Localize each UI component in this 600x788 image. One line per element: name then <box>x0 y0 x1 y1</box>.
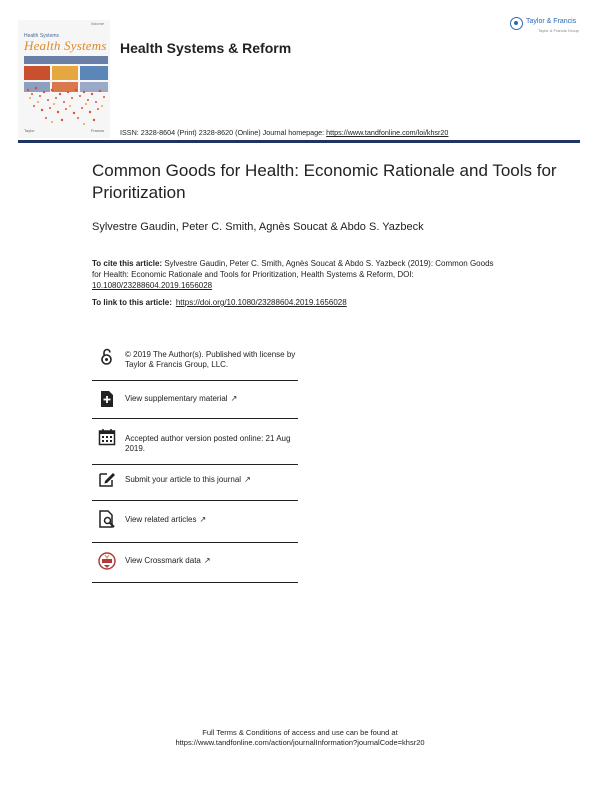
citation-doi-link[interactable]: 10.1080/23288604.2019.1656028 <box>92 281 213 290</box>
article-link-label: To link to this article: <box>92 298 172 307</box>
footer-terms-line1: Full Terms & Conditions of access and use can be found at <box>202 728 398 737</box>
article-doi-link[interactable]: https://doi.org/10.1080/23288604.2019.1656028 <box>175 298 347 307</box>
cover-footer-left: Taylor <box>24 128 35 133</box>
option-crossmark-text <box>125 556 297 566</box>
option-divider <box>92 380 298 381</box>
cover-volume: Volume <box>90 21 104 26</box>
external-link-icon: ↗ <box>203 556 211 565</box>
crossmark-icon <box>98 552 116 570</box>
publisher-logo[interactable] <box>510 17 579 35</box>
journal-title[interactable]: Health Systems & Reform <box>120 40 292 56</box>
option-crossmark-label: View Crossmark data <box>125 556 201 565</box>
option-submit-article-text <box>125 475 297 485</box>
article-authors: Sylvestre Gaudin, Peter C. Smith, Agnès Soucat & Abdo S. Yazbeck <box>92 221 424 233</box>
option-divider <box>92 418 298 419</box>
option-open-access-text: © 2019 The Author(s). Published with license by Taylor & Francis Group, LLC. <box>125 350 296 369</box>
option-divider <box>92 464 298 465</box>
footer-terms <box>0 728 600 748</box>
option-divider <box>92 500 298 501</box>
citation <box>92 258 502 291</box>
article-title: Common Goods for Health: Economic Rationale and Tools for Prioritization <box>92 161 557 202</box>
publisher-name: Taylor & Francis <box>526 18 577 25</box>
cover-world-map-dots <box>22 82 110 132</box>
option-related-articles-label: View related articles <box>125 515 197 524</box>
publisher-sub: Taylor & Francis Group <box>538 28 579 33</box>
related-articles-icon <box>98 510 116 528</box>
issn-text: ISSN: 2328-8604 (Print) 2328-8620 (Online) Journal homepage: <box>120 128 327 137</box>
external-link-icon: ↗ <box>230 394 238 403</box>
option-supplementary-label: View supplementary material <box>125 394 228 403</box>
cover-footer-right: Francis <box>90 128 104 133</box>
option-related-articles-text <box>125 515 297 525</box>
article-link-line <box>92 298 347 307</box>
cover-footer <box>24 128 104 133</box>
option-accepted-date-text: Accepted author version posted online: 21 Aug 2019. <box>125 434 291 453</box>
open-access-icon <box>98 348 116 366</box>
citation-text: Sylvestre Gaudin, Peter C. Smith, Agnès Soucat & Abdo S. Yazbeck (2019): Common Goods for Health: Economic Rationale and Tools for Prioritization, Health Systems & Reform, DOI: <box>92 259 494 279</box>
header-rule <box>18 140 580 143</box>
journal-homepage-link[interactable]: https://www.tandfonline.com/loi/khsr20 <box>326 128 449 137</box>
issn-line <box>120 128 448 137</box>
footer-terms-link[interactable]: https://www.tandfonline.com/action/journalInformation?journalCode=khsr20 <box>175 738 425 747</box>
option-submit-article-label: Submit your article to this journal <box>125 475 242 484</box>
external-link-icon: ↗ <box>244 475 251 484</box>
journal-cover-image <box>18 20 110 138</box>
edit-icon <box>98 470 116 488</box>
cover-title-small: Health Systems <box>24 33 60 39</box>
cover-title-large: Health Systems <box>24 38 107 53</box>
publisher-logo-icon <box>510 17 523 30</box>
option-supplementary-text <box>125 394 297 404</box>
external-link-icon: ↗ <box>199 515 207 524</box>
supplementary-icon <box>98 390 116 408</box>
option-divider <box>92 542 298 543</box>
calendar-icon <box>98 428 116 446</box>
option-divider <box>92 582 298 583</box>
citation-label: To cite this article: <box>92 259 163 268</box>
cover-band <box>24 56 108 64</box>
